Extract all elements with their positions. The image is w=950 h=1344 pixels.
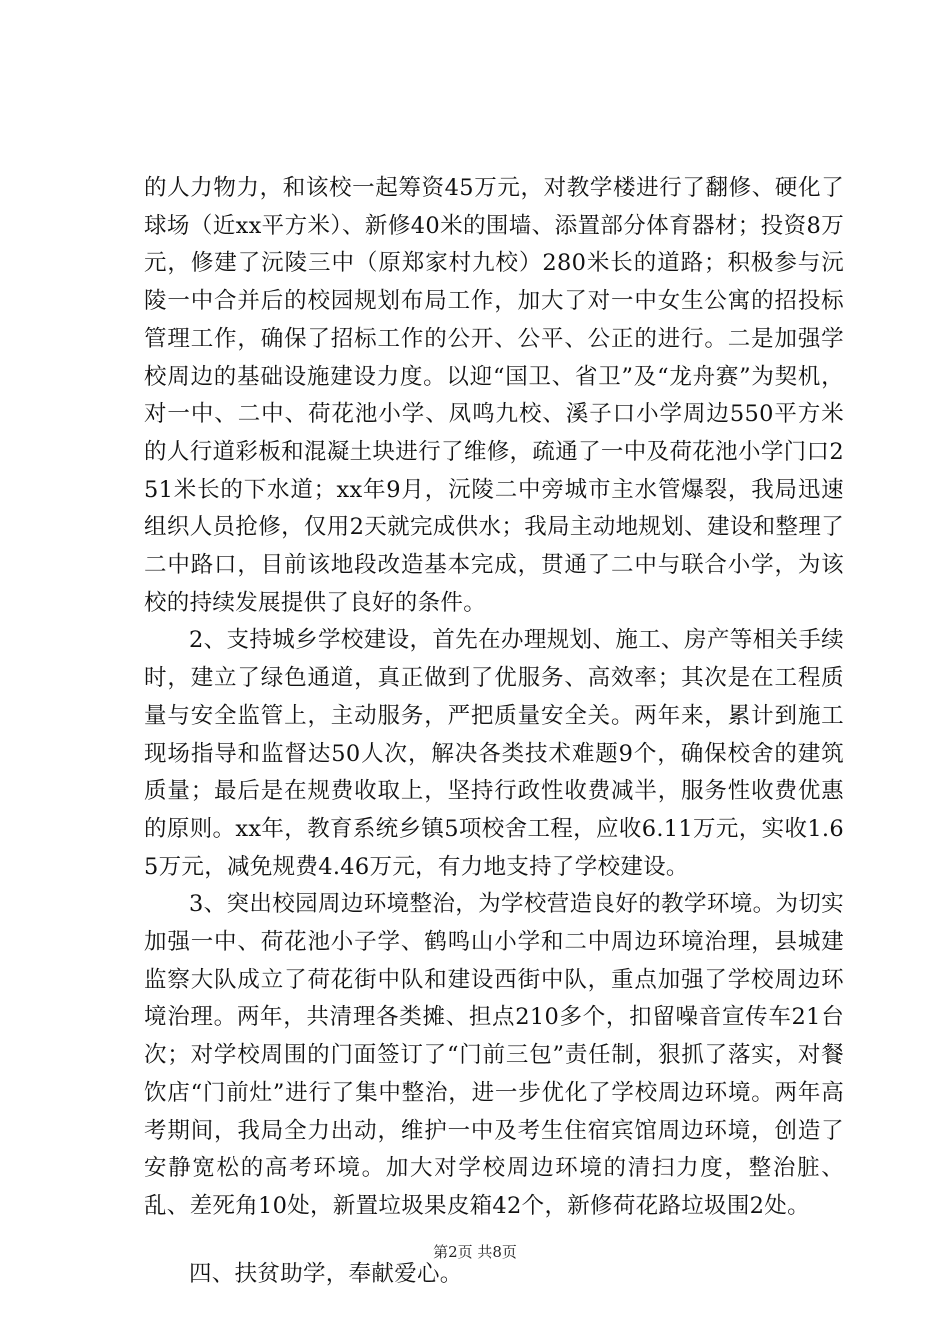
- page-number: 第2页 共8页: [433, 1243, 517, 1261]
- paragraph-item-2: 2、支持城乡学校建设，首先在办理规划、施工、房产等相关手续时，建立了绿色通道，真正做到了优服务、高效率；其次是在工程质量与安全监管上，主动服务，严把质量安全关。两年来，累计到施工现场指导和监督达50人次，解决各类技术难题9个，确保校舍的建筑质量；最后是在规费收取上，坚持行政性收费减半，服务性收费优惠的原则。xx年，教育系统乡镇5项校舍工程，应收6.11万元，实收1.65万元，减免规费4.46万元，有力地支持了学校建设。: [144, 627, 844, 880]
- paragraph-item-3: 3、突出校园周边环境整治，为学校营造良好的教学环境。为切实加强一中、荷花池小子学、鹤鸣山小学和二中周边环境治理，县城建监察大队成立了荷花街中队和建设西街中队，重点加强了学校周边环境治理。两年，共清理各类摊、担点210多个，扣留噪音宣传车21台次；对学校周围的门面签订了“门前三包”责任制，狠抓了落实，对餐饮店“门前灶”进行了集中整治，进一步优化了学校周边环境。两年高考期间，我局全力出动，维护一中及考生住宿宾馆周边环境，创造了安静宽松的高考环境。加大对学校周边环境的清扫力度，整治脏、乱、差死角10处，新置垃圾果皮箱42个，新修荷花路垃圾围2处。: [144, 891, 844, 1219]
- page-footer: [0, 1242, 950, 1262]
- section-heading: 四、扶贫助学，奉献爱心。: [189, 1260, 463, 1287]
- document-body: [144, 170, 844, 1293]
- paragraph-continued: 的人力物力，和该校一起筹资45万元，对教学楼进行了翻修、硬化了球场（近xx平方米）、新修40米的围墙、添置部分体育器材；投资8万元，修建了沅陵三中（原郑家村九校）280米长的道路；积极参与沅陵一中合并后的校园规划布局工作，加大了对一中女生公寓的招投标管理工作，确保了招标工作的公开、公平、公正的进行。二是加强学校周边的基础设施建设力度。以迎“国卫、省卫”及“龙舟赛”为契机，对一中、二中、荷花池小学、凤鸣九校、溪子口小学周边550平方米的人行道彩板和混凝土块进行了维修，疏通了一中及荷花池小学门口251米长的下水道；xx年9月，沅陵二中旁城市主水管爆裂，我局迅速组织人员抢修，仅用2天就完成供水；我局主动地规划、建设和整理了二中路口，目前该地段改造基本完成，贯通了二中与联合小学，为该校的持续发展提供了良好的条件。: [144, 175, 844, 616]
